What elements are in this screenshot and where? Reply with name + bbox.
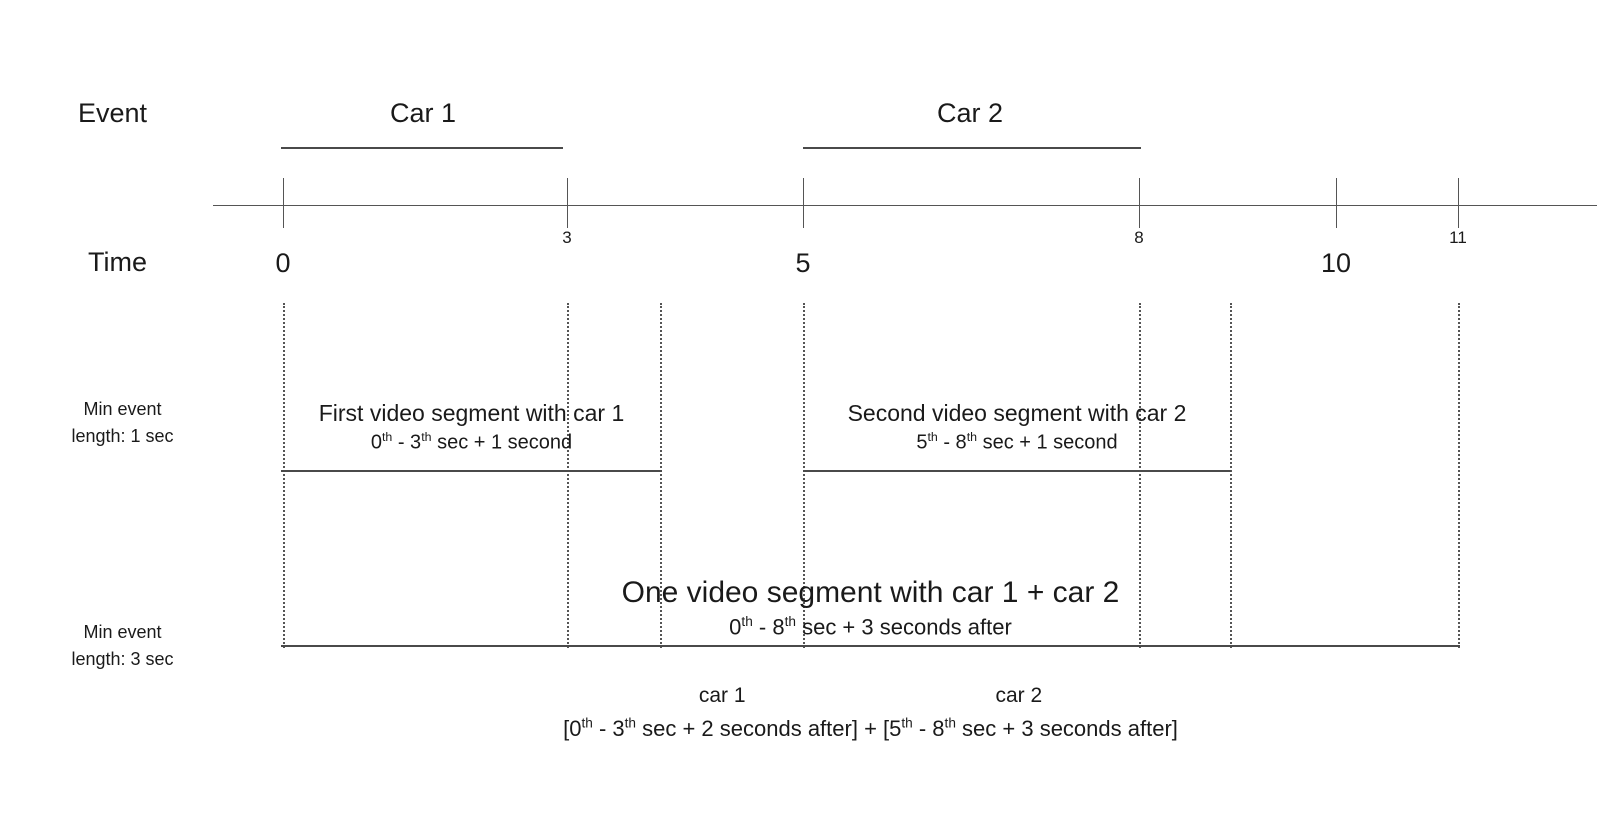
row-label-time: Time bbox=[88, 247, 147, 277]
axis-tick-10 bbox=[1336, 178, 1337, 228]
combined-segment-title: One video segment with car 1 + car 2 bbox=[621, 576, 1120, 609]
axis-tick-8 bbox=[1139, 178, 1140, 228]
segment-1-range: 0th - 3th sec + 1 second bbox=[370, 430, 573, 454]
row-label-min-event-1-line2: length: 1 sec bbox=[71, 426, 174, 446]
footnote-label-car-2: car 2 bbox=[995, 684, 1043, 707]
footnote-block bbox=[283, 680, 1458, 745]
guide-line-11 bbox=[1458, 303, 1460, 648]
axis-label-5: 5 bbox=[795, 248, 811, 278]
axis-label-8: 8 bbox=[1134, 228, 1144, 247]
row-label-min-event-1 bbox=[50, 396, 195, 450]
segment-bar-car-1 bbox=[281, 470, 662, 472]
axis-tick-5 bbox=[803, 178, 804, 228]
row-label-min-event-3-line1: Min event bbox=[83, 622, 162, 642]
time-axis-line bbox=[213, 205, 1597, 206]
event-label-car-2: Car 2 bbox=[936, 98, 1004, 128]
footnote-expression: [0th - 3th sec + 2 seconds after] + [5th - 8th sec + 3 seconds after] bbox=[563, 715, 1178, 741]
axis-tick-11 bbox=[1458, 178, 1459, 228]
row-label-min-event-3 bbox=[50, 619, 195, 673]
combined-segment-bar bbox=[281, 645, 1460, 647]
segment-caption-car-2 bbox=[803, 398, 1231, 457]
segment-1-title: First video segment with car 1 bbox=[318, 400, 625, 426]
segment-2-range: 5th - 8th sec + 1 second bbox=[916, 430, 1118, 454]
axis-label-11: 11 bbox=[1449, 228, 1467, 247]
segment-2-title: Second video segment with car 2 bbox=[847, 400, 1187, 426]
combined-segment-range: 0th - 8th sec + 3 seconds after bbox=[729, 614, 1012, 640]
segment-caption-car-1 bbox=[283, 398, 660, 457]
event-bar-car-1 bbox=[281, 147, 563, 149]
row-label-min-event-3-line2: length: 3 sec bbox=[71, 649, 174, 669]
event-bar-car-2 bbox=[803, 147, 1141, 149]
axis-label-0: 0 bbox=[275, 248, 291, 278]
axis-tick-0 bbox=[283, 178, 284, 228]
segment-bar-car-2 bbox=[803, 470, 1231, 472]
row-label-min-event-1-line1: Min event bbox=[83, 399, 162, 419]
axis-label-3: 3 bbox=[562, 228, 572, 247]
footnote-label-car-1: car 1 bbox=[698, 684, 746, 707]
footnote-labels bbox=[283, 680, 1458, 712]
axis-tick-3 bbox=[567, 178, 568, 228]
combined-segment-caption bbox=[283, 573, 1458, 643]
event-label-car-1: Car 1 bbox=[389, 98, 457, 128]
row-label-event: Event bbox=[78, 98, 148, 128]
axis-label-10: 10 bbox=[1320, 248, 1352, 278]
